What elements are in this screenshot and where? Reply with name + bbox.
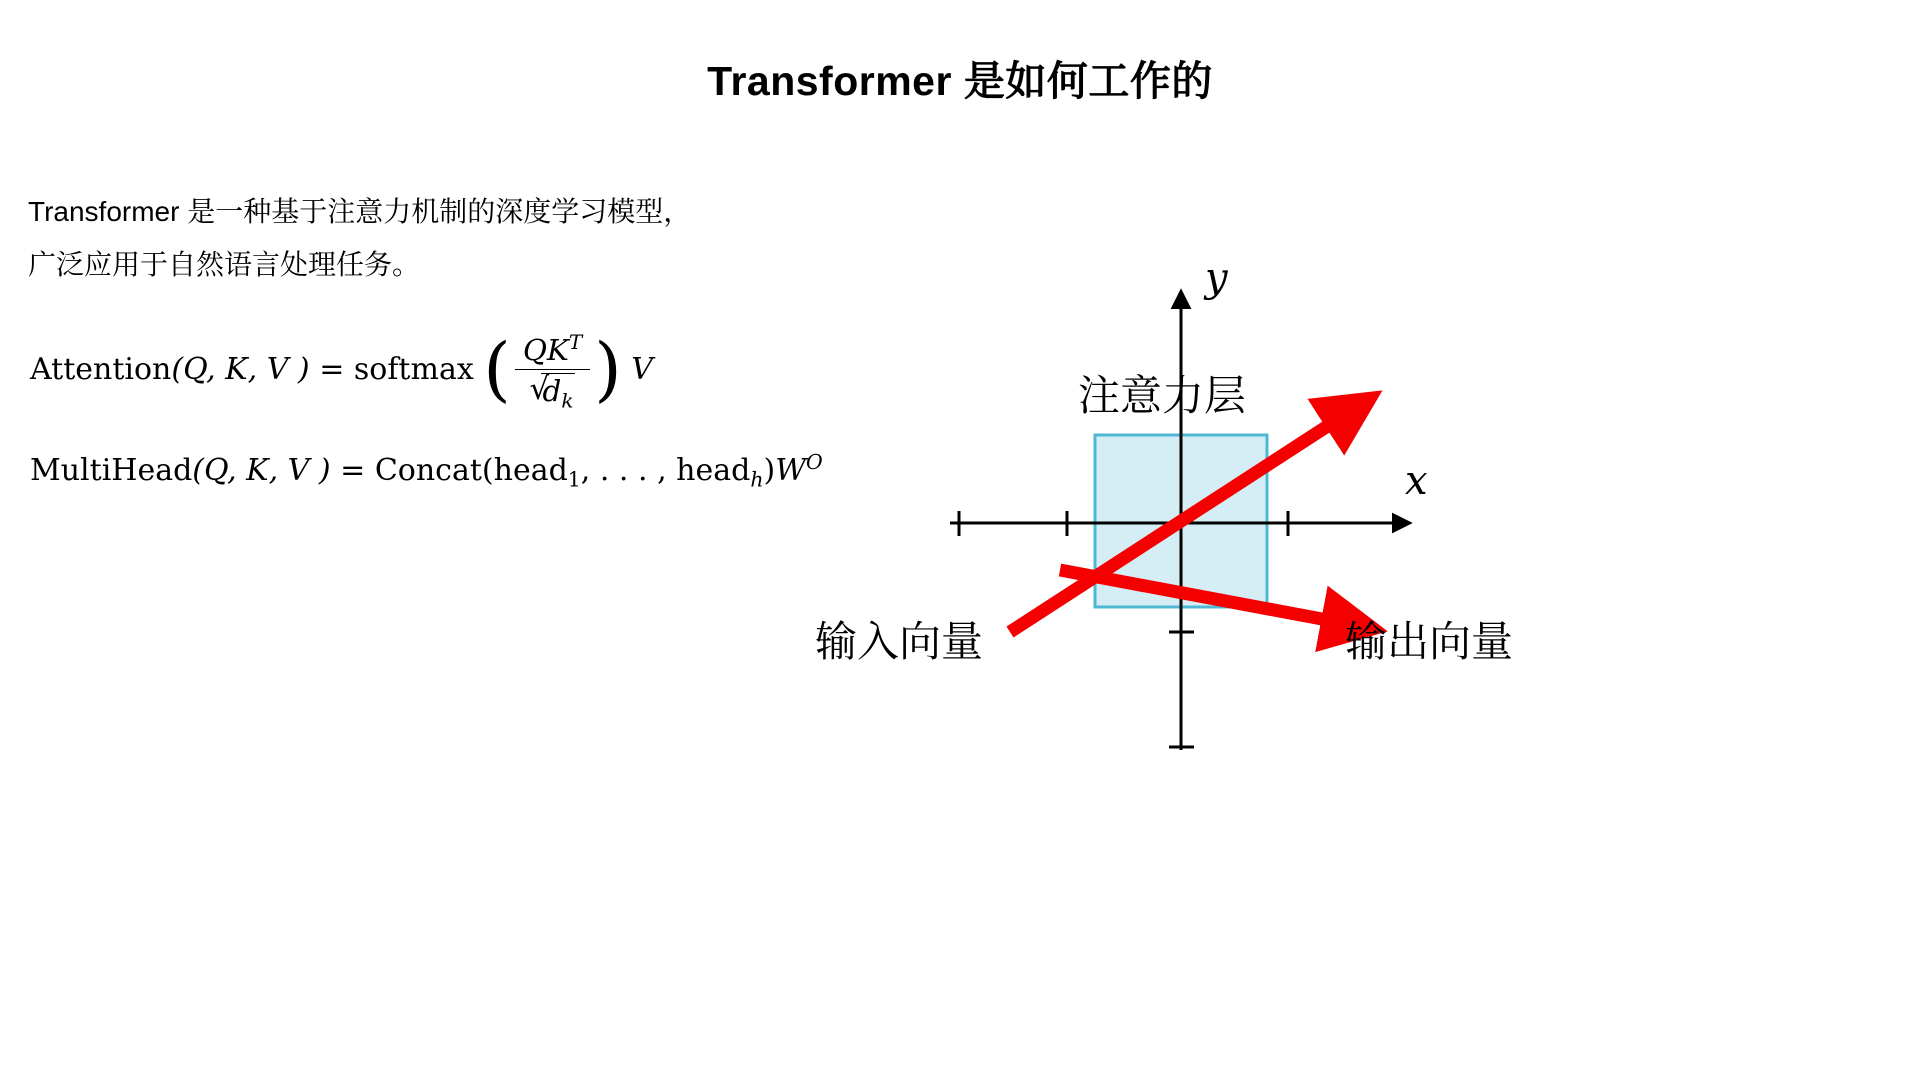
formula-attention-equals: = — [319, 352, 345, 388]
formula-attention-name: Attention — [30, 352, 172, 388]
formula-multihead-concat: Concat — [374, 453, 482, 489]
attention-layer-label: 注意力层 — [1078, 371, 1247, 420]
formula-multihead — [30, 450, 823, 492]
page-title: Transformer 是如何工作的 — [707, 58, 1213, 104]
formula-multihead-name: MultiHead — [30, 453, 193, 489]
output-weight-w: W — [775, 453, 807, 489]
concat-paren-close: ) — [763, 453, 776, 489]
head-1-sub: 1 — [567, 467, 581, 492]
denominator-d: d — [542, 373, 562, 408]
denominator-k: k — [561, 388, 574, 413]
numerator-qk: QK — [522, 332, 569, 367]
formula-attention — [30, 327, 653, 413]
formula-multihead-args: (Q, K, V ) — [192, 453, 331, 489]
formula-attention-args: (Q, K, V ) — [171, 352, 310, 388]
concat-paren-open: ( — [481, 453, 494, 489]
x-axis-label: x — [1405, 458, 1428, 504]
fraction-denominator — [515, 370, 590, 412]
paren-close: ) — [594, 327, 622, 410]
formula-attention-trailing-v: V — [631, 352, 653, 388]
head-ellipsis: , . . . , — [580, 453, 667, 489]
input-vector-label: 输入向量 — [815, 617, 984, 666]
head-1: head — [493, 453, 568, 489]
numerator-transpose: T — [568, 330, 583, 354]
output-vector-label: 输出向量 — [1345, 617, 1514, 666]
attention-diagram — [950, 250, 1610, 810]
fraction-numerator — [515, 330, 590, 370]
paragraph-line-2: 广泛应用于自然语言处理任务。 — [28, 249, 421, 280]
head-h-sub: h — [750, 467, 764, 492]
paragraph-line-1: Transformer 是一种基于注意力机制的深度学习模型， — [28, 196, 692, 227]
head-h: head — [676, 453, 751, 489]
paren-open: ( — [483, 327, 511, 410]
formula-attention-softmax: softmax — [353, 352, 474, 388]
output-weight-sup: O — [806, 450, 823, 474]
attention-fraction — [515, 330, 590, 412]
y-axis-label: y — [1205, 255, 1228, 301]
formula-multihead-equals: = — [340, 453, 366, 489]
